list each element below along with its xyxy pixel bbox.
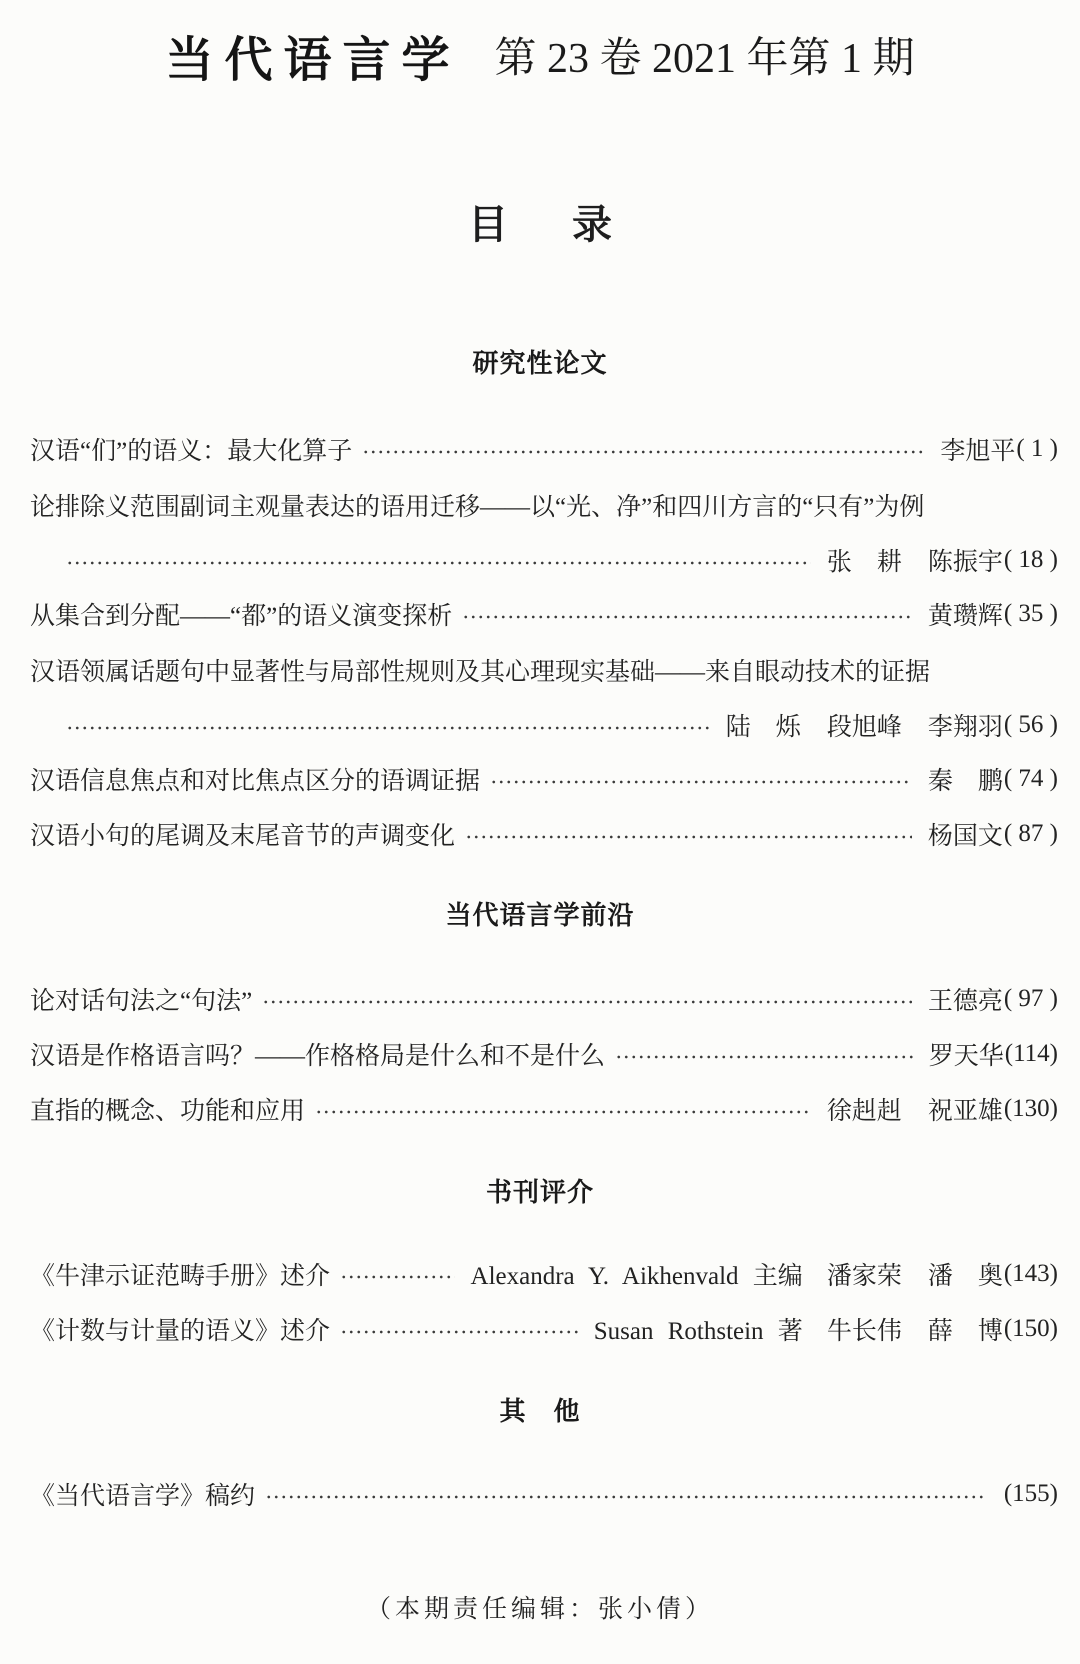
entry-author: 李翔羽 (927, 714, 1003, 741)
section-heading-frontiers: 当代语言学前沿 (445, 901, 635, 931)
entry-author: 秦 鹏 (927, 768, 1003, 795)
dot-leader (465, 834, 912, 840)
section-heading-others: 其 他 (499, 1397, 581, 1427)
entry-author: 徐赳赳 (826, 1098, 902, 1125)
toc-title: 目 录 (468, 202, 624, 248)
dot-leader (490, 779, 912, 785)
section-heading-book-reviews: 书刊评介 (485, 1178, 594, 1208)
dot-leader (265, 1494, 987, 1500)
original-author: Alexandra Y. Aikhenvald 主编 (470, 1263, 803, 1290)
dot-leader (66, 560, 811, 566)
toc-entry (30, 814, 1058, 854)
dot-leader (462, 614, 912, 620)
entry-page: (155) (1003, 1480, 1058, 1507)
journal-name: 当代语言学 (165, 31, 461, 88)
entry-author: 杨国文 (927, 823, 1003, 850)
editor-note: （本期责任编辑：张小倩） (365, 1596, 714, 1623)
entry-author: 李旭平 (940, 438, 1016, 465)
entry-page: (143) (1003, 1260, 1058, 1287)
entry-page: (150) (1003, 1315, 1058, 1342)
dot-leader (340, 1329, 578, 1335)
entry-page: (114) (1004, 1040, 1058, 1067)
toc-entry (30, 485, 1058, 525)
entry-title: 论排除义范围副词主观量表达的语用迁移——以“光、净”和四川方言的“只有”为例 (30, 494, 925, 521)
entry-page: (130) (1003, 1095, 1058, 1122)
toc-entry-continuation (66, 540, 1058, 580)
entry-title: 《当代语言学》稿约 (30, 1483, 256, 1510)
entry-author: 潘 奥 (927, 1263, 1003, 1290)
toc-entry (30, 1309, 1058, 1349)
entry-title: 《牛津示证范畴手册》述介 (30, 1263, 331, 1290)
toc-entry (30, 1254, 1058, 1294)
entry-page: ( 87 ) (1003, 820, 1058, 847)
entry-title: 汉语领属话题句中显著性与局部性规则及其心理现实基础——来自眼动技术的证据 (30, 659, 931, 686)
original-author: Susan Rothstein 著 (593, 1318, 803, 1345)
toc-entry (30, 429, 1058, 469)
toc-entry (30, 1034, 1058, 1074)
toc-entry-continuation (66, 705, 1058, 745)
entry-author: 薛 博 (927, 1318, 1003, 1345)
entry-title: 汉语是作格语言吗？——作格格局是什么和不是什么 (30, 1043, 606, 1070)
entry-author: 罗天华 (928, 1043, 1004, 1070)
toc-entry (30, 650, 1058, 690)
toc-entry (30, 1089, 1058, 1129)
toc-entry (30, 979, 1058, 1019)
dot-leader (362, 449, 924, 455)
entry-title: 直指的概念、功能和应用 (30, 1098, 306, 1125)
dot-leader (615, 1054, 913, 1060)
entry-page: ( 97 ) (1003, 985, 1058, 1012)
entry-author: 陈振宇 (927, 549, 1003, 576)
entry-page: ( 35 ) (1003, 600, 1058, 627)
section-heading-research-papers: 研究性论文 (472, 349, 608, 379)
dot-leader (315, 1109, 811, 1115)
entry-page: ( 18 ) (1003, 546, 1058, 573)
dot-leader (262, 999, 912, 1005)
entry-title: 从集合到分配——“都”的语义演变探析 (30, 603, 453, 630)
entry-title: 汉语信息焦点和对比焦点区分的语调证据 (30, 768, 481, 795)
dot-leader (66, 725, 710, 731)
entry-author: 张 耕 (826, 549, 902, 576)
entry-author: 牛长伟 (826, 1318, 902, 1345)
entry-page: ( 74 ) (1003, 765, 1058, 792)
entry-author: 王德亮 (927, 988, 1003, 1015)
entry-author: 段旭峰 (826, 714, 902, 741)
toc-entry (30, 759, 1058, 799)
entry-title: 论对话句法之“句法” (30, 988, 253, 1015)
entry-page: ( 56 ) (1003, 711, 1058, 738)
entry-title: 《计数与计量的语义》述介 (30, 1318, 331, 1345)
dot-leader (340, 1274, 455, 1280)
toc-entry (30, 594, 1058, 634)
toc-entry (30, 1474, 1058, 1514)
entry-author: 潘家荣 (826, 1263, 902, 1290)
journal-header (0, 22, 1080, 88)
issue-info: 第 23 卷 2021 年第 1 期 (494, 36, 915, 82)
entry-author: 祝亚雄 (927, 1098, 1003, 1125)
entry-title: 汉语小句的尾调及末尾音节的声调变化 (30, 823, 456, 850)
entry-author: 陆 烁 (725, 714, 801, 741)
entry-page: ( 1 ) (1016, 435, 1058, 462)
entry-author: 黄瓒辉 (927, 603, 1003, 630)
entry-title: 汉语“们”的语义：最大化算子 (30, 438, 353, 465)
